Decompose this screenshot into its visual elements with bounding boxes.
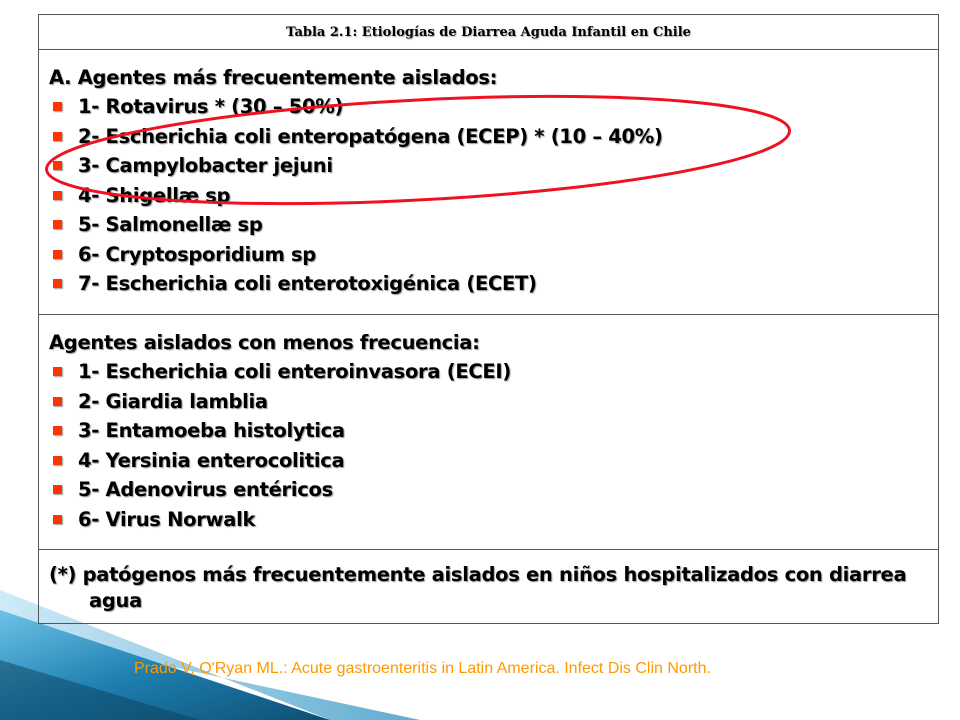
square-bullet-icon	[53, 456, 62, 465]
square-bullet-icon	[53, 397, 62, 406]
square-bullet-icon	[53, 250, 62, 259]
square-bullet-icon	[53, 367, 62, 376]
square-bullet-icon	[53, 220, 62, 229]
square-bullet-icon	[53, 279, 62, 288]
list-item: 3- Entamoeba histolytica	[49, 416, 928, 446]
square-bullet-icon	[53, 191, 62, 200]
list-item: 7- Escherichia coli enterotoxigénica (ECET)	[49, 269, 928, 299]
table-title: Tabla 2.1: Etiologías de Diarrea Aguda Infantil en Chile	[39, 15, 938, 50]
square-bullet-icon	[53, 102, 62, 111]
list-item: 6- Virus Norwalk	[49, 505, 928, 535]
square-bullet-icon	[53, 132, 62, 141]
section-frequent-agents	[39, 50, 938, 315]
list-item: 3- Campylobacter jejuni	[49, 151, 928, 181]
list-item: 4- Yersinia enterocolitica	[49, 446, 928, 476]
list-item: 5- Salmonellæ sp	[49, 210, 928, 240]
square-bullet-icon	[53, 485, 62, 494]
list-item: 1- Escherichia coli enteroinvasora (ECEI)	[49, 357, 928, 387]
list-item: 2- Escherichia coli enteropatógena (ECEP) * (10 – 40%)	[49, 122, 928, 152]
list-item: 4- Shigellæ sp	[49, 181, 928, 211]
footnote	[49, 562, 928, 614]
section-b-heading: Agentes aislados con menos frecuencia:	[49, 331, 480, 354]
square-bullet-icon	[53, 515, 62, 524]
list-item: 5- Adenovirus entéricos	[49, 475, 928, 505]
square-bullet-icon	[53, 426, 62, 435]
list-item: 6- Cryptosporidium sp	[49, 240, 928, 270]
footnote-line-2: agua	[89, 589, 142, 612]
section-less-frequent-agents	[39, 315, 938, 550]
section-footnote	[39, 550, 938, 623]
square-bullet-icon	[53, 161, 62, 170]
footnote-line-1: (*) patógenos más frecuentemente aislados en niños hospitalizados con diarrea	[49, 563, 907, 586]
list-item: 2- Giardia lamblia	[49, 387, 928, 417]
list-item: 1- Rotavirus * (30 – 50%)	[49, 92, 928, 122]
section-a-heading: A. Agentes más frecuentemente aislados:	[49, 66, 498, 89]
citation-text: Prado V, O'Ryan ML.: Acute gastroenteritis in Latin America. Infect Dis Clin North.	[134, 660, 711, 677]
etiology-table	[38, 14, 939, 624]
